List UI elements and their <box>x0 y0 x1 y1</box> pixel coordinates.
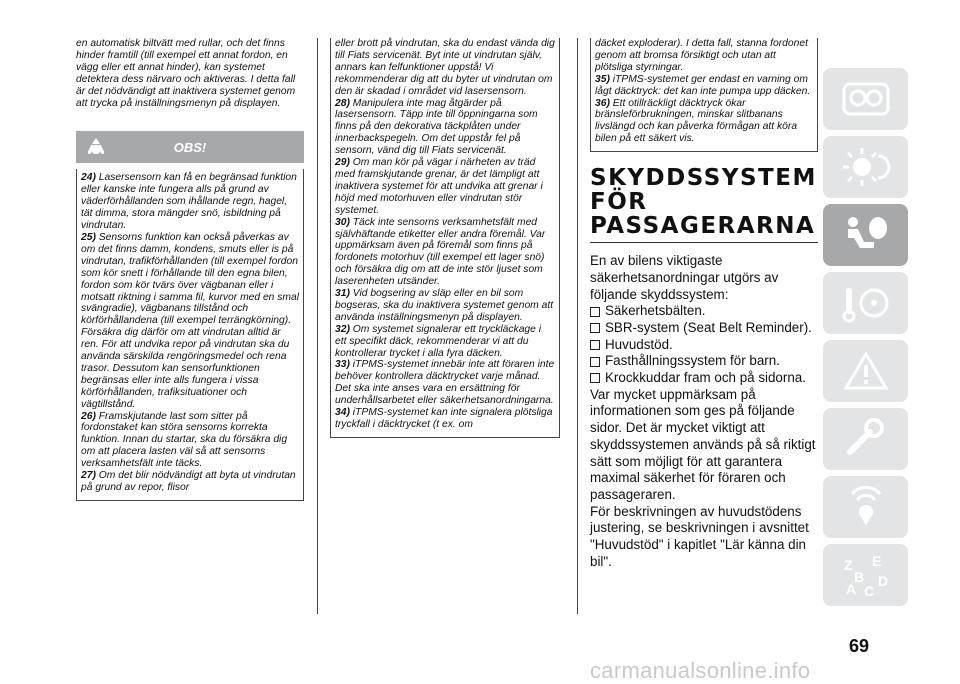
note-35: 35) iTPMS-systemet ger endast en varning om lågt däcktryck: det kan inte pumpa upp däcken. <box>595 73 811 97</box>
note-31: 31) Vid bogsering av släp eller en bil som bogseras, ska du inaktivera systemet genom att använda inställningsmenyn på displayen. <box>335 288 554 323</box>
note-25: 25) Sensorns funktion kan också påverkas av om det finns damm, kondens, smuts eller is på vindrutan, trafikförhållanden (till exempel fordon som kör snett i förhållande till den egna bilen, fordon som kör tvärs över vägbanan eller i motsatt riktning i samma fil, kurvor med en smal svängradie), vägbanans tillstånd och körförhållandena (till exempel terrängkörning). Försäkra dig därför om att vindrutan alltid är ren. För att undvika repor på vindrutan ska du använda särskilda rengöringsmedel och rena trasor. Dessutom kan sensorfunktionen begränsas eller inte alls fungera i vissa körförhållanden, trafiksituationer och vägtillstånd. <box>81 231 300 410</box>
svg-text:Z: Z <box>843 557 853 573</box>
note-27-continued: eller brott på vindrutan, ska du endast vända dig till Fiats servicenät. Byt inte ut vindrutan själv, annars kan felfunktioner uppstå! Vi rekommenderar dig att du byter ut vindrutan om den är skadad i området vid lasersensorn. <box>335 38 555 97</box>
obs-banner <box>76 131 304 163</box>
heading-line-3: PASSAGERARNA <box>590 213 816 240</box>
checkbox-bullet-icon <box>590 340 600 350</box>
column-divider-right <box>577 38 578 614</box>
chapter-tab-lights[interactable] <box>823 136 908 198</box>
body-paragraph-2: För beskrivningen av huvudstödens justering, se beskrivningen i avsnittet "Huvudstöd" i kapitlet "Lär känna din bil". <box>590 503 809 569</box>
checkbox-bullet-icon <box>590 357 600 367</box>
note-34: 34) iTPMS-systemet kan inte signalera plötsliga tryckfall i däcktrycket (t ex. om <box>335 407 553 430</box>
column-middle <box>330 38 560 438</box>
note-29: 29) Om man kör på vägar i närheten av träd med framskjutande grenar, är det lämpligt att inaktivera systemet för att undvika att grenar i höjd med motorhuven eller vindrutan stör systemet. <box>335 157 543 216</box>
svg-text:E: E <box>871 553 881 569</box>
obs-notes-box <box>76 169 304 500</box>
checkbox-bullet-icon <box>590 323 600 333</box>
wrench-service-icon <box>836 416 896 462</box>
chapter-sidebar <box>823 68 908 612</box>
body-paragraph-1: Var mycket uppmärksam på informationen som ges på följande sidor. Det är mycket viktigt att skyddssystemen används på så riktigt sätt som möjligt för att garantera maximal säkerhet för föraren och passageraren. <box>590 386 816 502</box>
note-26: 26) Framskjutande last som sitter på fordonstaket kan störa sensorns korrekta funktion. Innan du startar, ska du försäkra dig om att placera lasten väl så att sensorns verksamhetsfält inte täcks. <box>81 410 288 470</box>
heading-line-2: FÖR <box>590 189 648 216</box>
svg-text:A: A <box>845 581 856 597</box>
note-34-continued: däcket exploderar). I detta fall, stanna fordonet genom att bromsa försiktigt och utan att plötsliga styrningar. <box>595 38 808 73</box>
protection-list <box>590 303 818 387</box>
chapter-tab-safety[interactable] <box>823 204 908 266</box>
seat-airbag-icon <box>836 212 896 258</box>
chapter-tab-service[interactable] <box>823 408 908 470</box>
obs-title: OBS! <box>173 140 207 156</box>
column-right <box>590 38 818 571</box>
chapter-tab-starting[interactable] <box>823 272 908 334</box>
list-item: Huvudstöd. <box>590 337 818 354</box>
checkbox-bullet-icon <box>590 307 600 317</box>
svg-text:C: C <box>863 583 874 598</box>
chapter-tab-emergency[interactable] <box>823 340 908 402</box>
body-intro: En av bilens viktigaste säkerhetsanordningar utgörs av följande skyddssystem: <box>590 253 779 302</box>
watermark: carmanualsonline.info <box>590 658 811 683</box>
notes-box-continued <box>330 38 560 438</box>
list-item: Säkerhetsbälten. <box>590 303 818 320</box>
heading-line-1: SKYDDSSYSTEM <box>590 165 817 192</box>
column-divider-left <box>317 38 318 614</box>
note-32: 32) Om systemet signalerar ett tryckläckage i ett specifikt däck, rekommenderar vi att du kontrollerar trycket i alla fyra däcken. <box>335 323 542 359</box>
notes-box-end <box>590 38 818 152</box>
road-warning-icon <box>836 348 896 394</box>
list-item: Fasthållningssystem för barn. <box>590 353 818 370</box>
page-number: 69 <box>849 636 870 656</box>
heading-rule <box>590 242 818 243</box>
checkbox-bullet-icon <box>590 373 600 383</box>
note-27: 27) Om det blir nödvändigt att byta ut vindrutan på grund av repor, flisor <box>81 470 296 493</box>
chapter-tab-multimedia[interactable] <box>823 476 908 538</box>
section-heading <box>590 166 818 238</box>
note-28: 28) Manipulera inte mag åtgärder på lasersensorn. Täpp inte till öppningarna som finns på den dekorativa täckplåten under innerbackspegeln. Om det uppstår fel på sensorn, vänd dig till Fiats servicenät. <box>335 97 538 157</box>
sun-lights-icon <box>836 144 896 190</box>
note-24: 24) Lasersensorn kan få en begränsad funktion eller kanske inte fungera alls på grund av väderförhållanden som ihållande regn, hagel, tät dimma, stora mängder snö, isbildning på vindrutan. <box>81 172 297 232</box>
chapter-tab-dashboard[interactable] <box>823 68 908 130</box>
svg-text:B: B <box>853 569 864 585</box>
chapter-tab-index[interactable] <box>823 544 908 606</box>
note-36: 36) Ett otillräckligt däcktryck ökar bränsleförbrukningen, minskar slitbanans livslängd och kan påverka förmågan att köra bilen på ett säkert vis. <box>595 97 798 145</box>
alphabet-index-icon <box>836 552 896 598</box>
column-left <box>76 38 304 501</box>
key-steering-icon <box>836 280 896 326</box>
list-item: Krockkuddar fram och på sidorna. <box>590 370 818 387</box>
note-33: 33) iTPMS-systemet innebär inte att föraren inte behöver kontrollera däcktrycket varje månad. Det ska inte anses vara en ersättning för underhållsarbetet eller säkerhetsanordningarna. <box>335 359 555 407</box>
dashboard-icon <box>836 76 896 122</box>
intro-text: en automatisk biltvätt med rullar, och det finns hinder framtill (till exempel ett annat fordon, en vägg eller ett annat hinder), kan systemet detektera dess närvaro och aktiveras. I detta fall är det nödvändigt att inaktivera systemet genom att trycka på inställningsmenyn på displayen. <box>76 38 296 109</box>
note-30: 30) Täck inte sensorns verksamhetsfält med självhäftande etiketter eller andra föremål. Var uppmärksam även på föremål som finns på fordonets motorhuv (till exempel ett lager snö) och försäkra dig om att de inte stör ljuset som laserenheten utsänder. <box>335 216 546 288</box>
svg-text:D: D <box>877 573 888 589</box>
list-item: SBR-system (Seat Belt Reminder). <box>590 320 818 337</box>
multimedia-icon <box>836 484 896 530</box>
